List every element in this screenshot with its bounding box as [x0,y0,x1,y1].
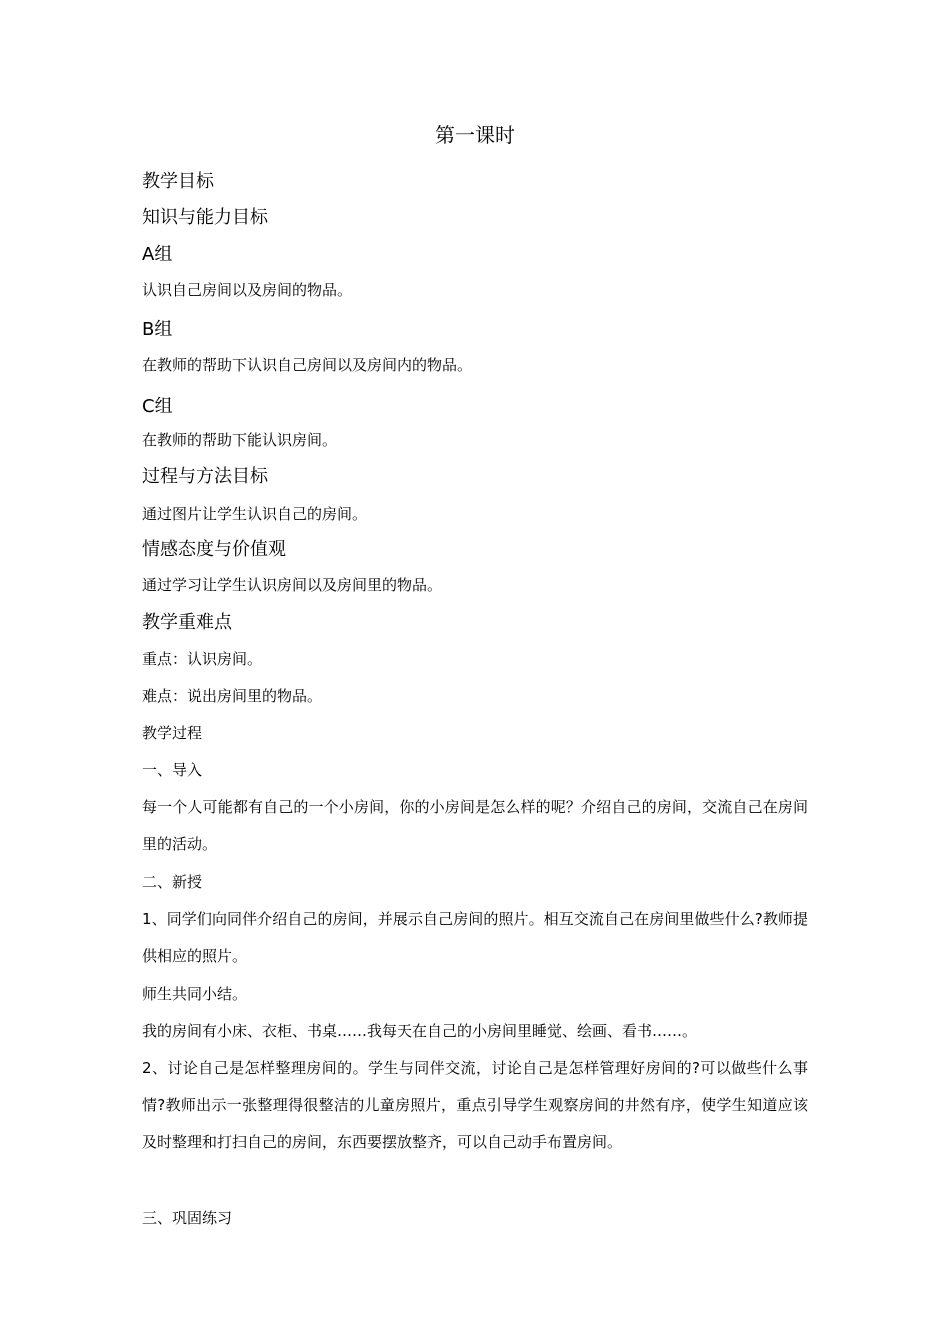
text-process-method: 通过图片让学生认识自己的房间。 [142,505,368,523]
heading-teaching-process: 教学过程 [142,724,203,742]
heading-knowledge-ability: 知识与能力目标 [142,207,268,228]
text-key-point: 重点：认识房间。 [142,650,263,668]
heading-emotion-values: 情感态度与价值观 [142,539,286,560]
heading-group-c: C组 [142,396,173,417]
heading-key-points: 教学重难点 [142,612,232,633]
paragraph-new-lesson-2: 2、讨论自己是怎样整理房间的。学生与同伴交流，讨论自己是怎样管理好房间的?可以做些什么事情?教师出示一张整理得很整洁的儿童房照片，重点引导学生观察房间的井然有序，使学生知道应该及时整理和打扫自己的房间，东西要摆放整齐，可以自己动手布置房间。 [142,1059,808,1151]
heading-group-b: B组 [142,319,173,340]
text-group-b: 在教师的帮助下认识自己房间以及房间内的物品。 [142,356,473,374]
heading-new-lesson: 二、新授 [142,873,203,891]
heading-teaching-goals: 教学目标 [142,171,214,192]
heading-group-a: A组 [142,244,173,265]
paragraph-new-lesson-1: 1、同学们向同伴介绍自己的房间，并展示自己房间的照片。相互交流自己在房间里做些什么?教师提供相应的照片。 [142,910,808,965]
paragraph-introduction: 每一个人可能都有自己的一个小房间，你的小房间是怎么样的呢？介绍自己的房间，交流自己在房间里的活动。 [142,798,808,853]
page-title: 第一课时 [435,123,515,147]
heading-introduction: 一、导入 [142,761,203,779]
text-my-room: 我的房间有小床、衣柜、书桌……我每天在自己的小房间里睡觉、绘画、看书……。 [142,1022,698,1040]
text-difficult-point: 难点：说出房间里的物品。 [142,687,323,705]
heading-process-method: 过程与方法目标 [142,466,268,487]
text-summary: 师生共同小结。 [142,985,248,1003]
text-group-c: 在教师的帮助下能认识房间。 [142,431,338,449]
text-emotion-values: 通过学习让学生认识房间以及房间里的物品。 [142,576,443,594]
text-group-a: 认识自己房间以及房间的物品。 [142,281,353,299]
heading-consolidation: 三、巩固练习 [142,1209,233,1227]
